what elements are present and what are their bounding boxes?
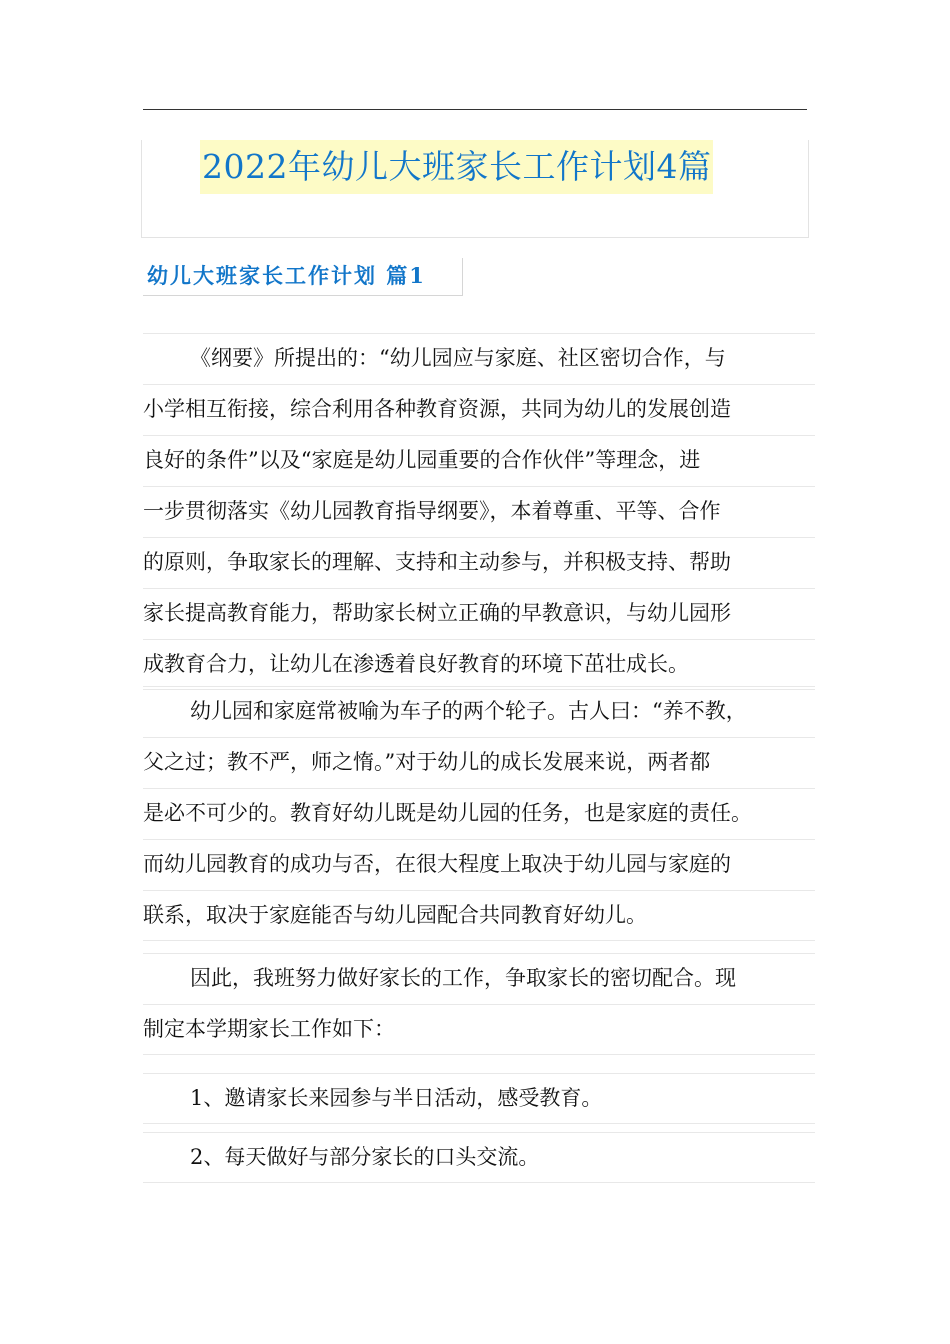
list-item-2 [143,1132,815,1183]
top-rule [143,109,807,110]
list-item-line: 1、邀请家长来园参与半日活动，感受教育。 [143,1073,815,1124]
paragraph-1 [143,333,815,690]
paragraph-line: 成教育合力，让幼儿在渗透着良好教育的环境下茁壮成长。 [143,639,815,690]
paragraph-line: 父之过；教不严，师之惰。”对于幼儿的成长发展来说，两者都 [143,737,815,788]
list-item-1 [143,1073,815,1124]
paragraph-line: 因此，我班努力做好家长的工作，争取家长的密切配合。现 [143,953,815,1004]
paragraph-line: 小学相互衔接，综合利用各种教育资源，共同为幼儿的发展创造 [143,384,815,435]
paragraph-line: 一步贯彻落实《幼儿园教育指导纲要》，本着尊重、平等、合作 [143,486,815,537]
paragraph-line: 家长提高教育能力，帮助家长树立正确的早教意识，与幼儿园形 [143,588,815,639]
page-title: 2022年幼儿大班家长工作计划4篇 [200,140,713,194]
list-item-line: 2、每天做好与部分家长的口头交流。 [143,1132,815,1183]
paragraph-3 [143,953,815,1055]
paragraph-line: 而幼儿园教育的成功与否，在很大程度上取决于幼儿园与家庭的 [143,839,815,890]
paragraph-line: 制定本学期家长工作如下： [143,1004,815,1055]
paragraph-line: 幼儿园和家庭常被喻为车子的两个轮子。古人曰：“养不教， [143,686,815,737]
paragraph-line: 的原则，争取家长的理解、支持和主动参与，并积极支持、帮助 [143,537,815,588]
section-heading: 幼儿大班家长工作计划 篇1 [143,258,463,296]
paragraph-2 [143,686,815,941]
paragraph-line: 《纲要》所提出的：“幼儿园应与家庭、社区密切合作，与 [143,333,815,384]
paragraph-line: 是必不可少的。教育好幼儿既是幼儿园的任务，也是家庭的责任。 [143,788,815,839]
paragraph-line: 良好的条件”以及“家庭是幼儿园重要的合作伙伴”等理念，进 [143,435,815,486]
paragraph-line: 联系，取决于家庭能否与幼儿园配合共同教育好幼儿。 [143,890,815,941]
